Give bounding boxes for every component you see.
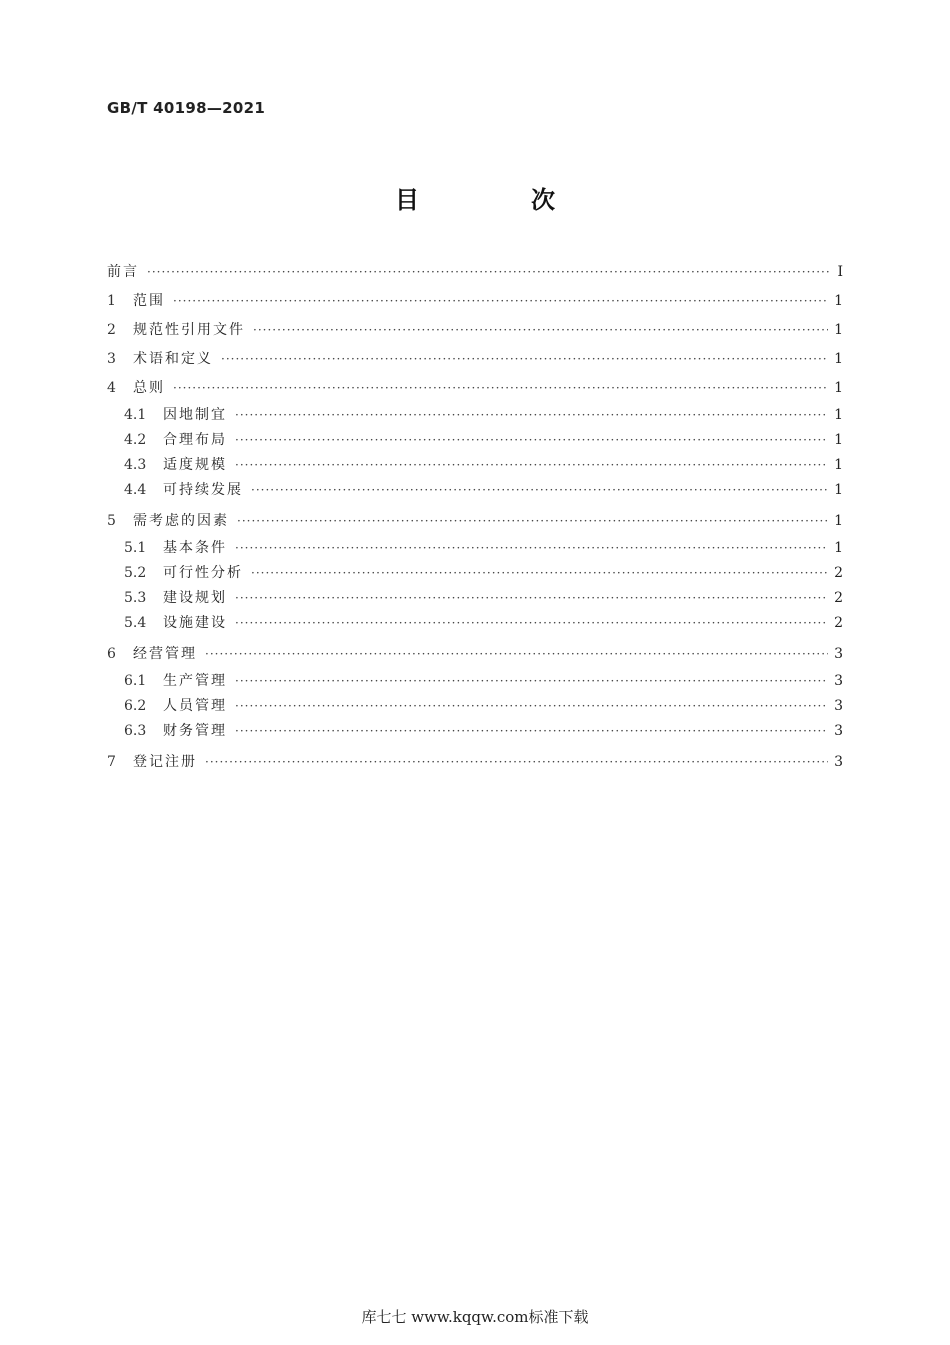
toc-entry-label: 建设规划 bbox=[163, 590, 227, 606]
footer-watermark: 库七七 www.kqqw.com标准下载 bbox=[361, 1308, 589, 1326]
toc-entry-label: 合理布局 bbox=[163, 432, 227, 448]
toc-entry-number: 6 bbox=[107, 646, 116, 662]
toc-entry[interactable] bbox=[107, 453, 843, 478]
toc-entry-label: 需考虑的因素 bbox=[133, 513, 229, 529]
toc-entry[interactable] bbox=[107, 748, 843, 777]
toc-entry-number: 6.3 bbox=[124, 723, 147, 739]
toc-entry[interactable] bbox=[107, 287, 843, 316]
toc-entry[interactable] bbox=[107, 719, 843, 744]
dot-leader bbox=[251, 478, 828, 503]
toc-entry[interactable] bbox=[107, 640, 843, 669]
toc-entry-number: 6.1 bbox=[124, 673, 147, 689]
toc-entry-number: 5.2 bbox=[124, 565, 147, 581]
toc-entry[interactable] bbox=[107, 586, 843, 611]
dot-leader bbox=[205, 640, 828, 669]
dot-leader bbox=[173, 374, 828, 403]
toc-entry[interactable] bbox=[107, 536, 843, 561]
toc-entry[interactable] bbox=[107, 374, 843, 403]
standard-code: GB/T 40198—2021 bbox=[107, 99, 266, 117]
toc-entry-page-number: 1 bbox=[834, 432, 843, 448]
toc-entry-label: 适度规模 bbox=[163, 457, 227, 473]
toc-entry-number: 4.4 bbox=[124, 482, 147, 498]
dot-leader bbox=[235, 586, 828, 611]
toc-entry-number: 4.3 bbox=[124, 457, 147, 473]
toc-entry[interactable] bbox=[107, 507, 843, 536]
toc-entry-page-number: 1 bbox=[834, 407, 843, 423]
toc-entry-label: 登记注册 bbox=[133, 754, 197, 770]
toc-entry-label: 范围 bbox=[133, 293, 165, 309]
toc-entry[interactable] bbox=[107, 403, 843, 428]
toc-entry-number: 6.2 bbox=[124, 698, 147, 714]
toc-entry-page-number: 1 bbox=[834, 540, 843, 556]
toc-entry-page-number: 2 bbox=[834, 615, 843, 631]
toc-entry-page-number: 2 bbox=[834, 565, 843, 581]
dot-leader bbox=[235, 611, 828, 636]
toc-entry-label: 财务管理 bbox=[163, 723, 227, 739]
dot-leader bbox=[221, 345, 828, 374]
toc-entry-page-number: 3 bbox=[834, 646, 843, 662]
toc-entry[interactable] bbox=[107, 669, 843, 694]
toc-entry-label: 基本条件 bbox=[163, 540, 227, 556]
table-of-contents bbox=[107, 258, 843, 777]
toc-entry-label: 设施建设 bbox=[163, 615, 227, 631]
toc-entry-label: 因地制宜 bbox=[163, 407, 227, 423]
toc-entry[interactable] bbox=[107, 611, 843, 636]
toc-entry-number: 4 bbox=[107, 380, 116, 396]
toc-entry-page-number: Ⅰ bbox=[837, 264, 843, 280]
toc-entry-number: 4.1 bbox=[124, 407, 147, 423]
toc-entry-page-number: 3 bbox=[834, 754, 843, 770]
toc-entry[interactable] bbox=[107, 478, 843, 503]
toc-entry-label: 术语和定义 bbox=[133, 351, 213, 367]
toc-entry-number: 3 bbox=[107, 351, 116, 367]
dot-leader bbox=[235, 403, 828, 428]
toc-entry-page-number: 2 bbox=[834, 590, 843, 606]
toc-entry-page-number: 1 bbox=[834, 513, 843, 529]
toc-entry-page-number: 1 bbox=[834, 351, 843, 367]
toc-title: 目 次 bbox=[395, 186, 599, 214]
toc-entry[interactable] bbox=[107, 258, 843, 287]
toc-entry-number: 5.4 bbox=[124, 615, 147, 631]
toc-entry-label: 总则 bbox=[133, 380, 165, 396]
toc-entry-label: 人员管理 bbox=[163, 698, 227, 714]
dot-leader bbox=[253, 316, 828, 345]
toc-entry[interactable] bbox=[107, 428, 843, 453]
dot-leader bbox=[235, 536, 828, 561]
toc-entry-label: 前言 bbox=[107, 264, 139, 280]
dot-leader bbox=[235, 694, 828, 719]
toc-entry-page-number: 1 bbox=[834, 322, 843, 338]
dot-leader bbox=[251, 561, 828, 586]
toc-entry-number: 5.1 bbox=[124, 540, 147, 556]
toc-entry-number: 5.3 bbox=[124, 590, 147, 606]
dot-leader bbox=[235, 428, 828, 453]
toc-entry-label: 可持续发展 bbox=[163, 482, 243, 498]
toc-entry-page-number: 3 bbox=[834, 723, 843, 739]
toc-entry-page-number: 1 bbox=[834, 457, 843, 473]
toc-entry[interactable] bbox=[107, 316, 843, 345]
toc-entry-number: 5 bbox=[107, 513, 116, 529]
toc-entry-page-number: 1 bbox=[834, 293, 843, 309]
toc-entry-page-number: 3 bbox=[834, 673, 843, 689]
toc-entry-label: 生产管理 bbox=[163, 673, 227, 689]
toc-entry-label: 可行性分析 bbox=[163, 565, 243, 581]
toc-entry-number: 4.2 bbox=[124, 432, 147, 448]
dot-leader bbox=[237, 507, 828, 536]
toc-entry-page-number: 3 bbox=[834, 698, 843, 714]
dot-leader bbox=[235, 453, 828, 478]
toc-entry-number: 2 bbox=[107, 322, 116, 338]
dot-leader bbox=[235, 669, 828, 694]
toc-entry-page-number: 1 bbox=[834, 380, 843, 396]
toc-entry[interactable] bbox=[107, 694, 843, 719]
toc-entry-label: 经营管理 bbox=[133, 646, 197, 662]
toc-entry-number: 1 bbox=[107, 293, 116, 309]
dot-leader bbox=[173, 287, 828, 316]
dot-leader bbox=[147, 258, 829, 287]
dot-leader bbox=[205, 748, 828, 777]
toc-entry-page-number: 1 bbox=[834, 482, 843, 498]
toc-entry[interactable] bbox=[107, 345, 843, 374]
toc-entry-number: 7 bbox=[107, 754, 116, 770]
toc-entry[interactable] bbox=[107, 561, 843, 586]
dot-leader bbox=[235, 719, 828, 744]
toc-entry-label: 规范性引用文件 bbox=[133, 322, 245, 338]
